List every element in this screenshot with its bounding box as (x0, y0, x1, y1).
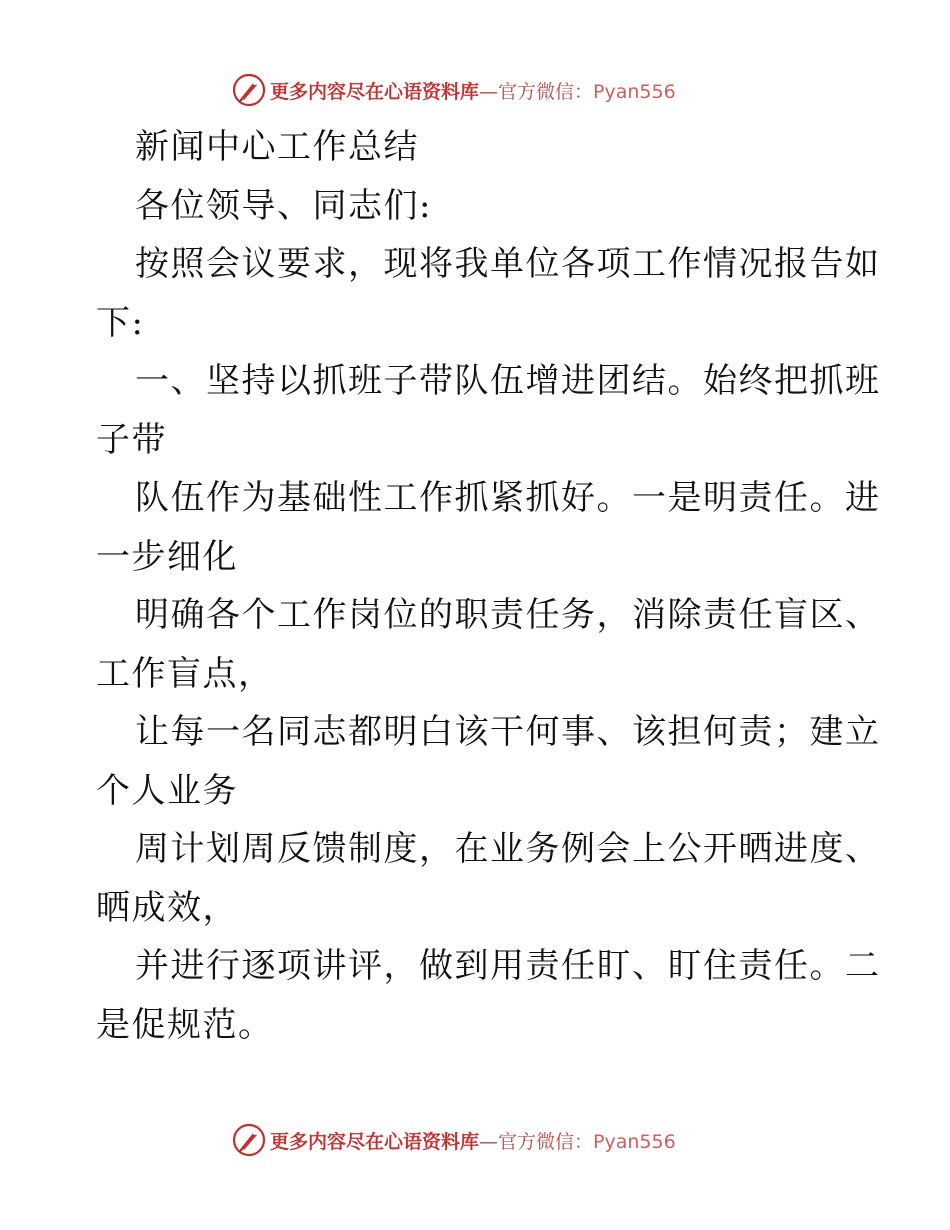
watermark-wechat-id: Pyan556 (593, 80, 676, 103)
watermark-text (270, 77, 676, 104)
footer-watermark (232, 1122, 712, 1158)
watermark-suffix: 官方微信： (498, 1130, 594, 1153)
document-body (96, 118, 881, 1054)
text-line: 子带 (96, 419, 167, 460)
document-title: 新闻中心工作总结 (135, 127, 419, 167)
text-line: 并进行逐项讲评，做到用责任盯、盯住责任。二 (135, 946, 881, 986)
watermark-wechat-id: Pyan556 (593, 1130, 676, 1153)
text-line: 按照会议要求，现将我单位各项工作情况报告如 (135, 244, 881, 284)
header-watermark (232, 72, 712, 108)
text-line: 一、坚持以抓班子带队伍增进团结。始终把抓班 (135, 361, 881, 401)
text-line: 明确各个工作岗位的职责任务，消除责任盲区、 (135, 595, 881, 635)
text-line: 队伍作为基础性工作抓紧抓好。一是明责任。进 (135, 478, 881, 518)
text-line: 一步细化 (96, 536, 238, 577)
watermark-dash: — (479, 80, 499, 103)
text-line: 晒成效， (96, 887, 238, 928)
text-line: 周计划周反馈制度，在业务例会上公开晒进度、 (135, 829, 881, 869)
watermark-suffix: 官方微信： (498, 80, 594, 103)
text-line: 下: (96, 302, 145, 343)
watermark-dash: — (479, 1130, 499, 1153)
text-line: 是促规范。 (96, 1004, 274, 1045)
watermark-brand: 更多内容尽在心语资料库 (270, 80, 480, 103)
watermark-brand: 更多内容尽在心语资料库 (270, 1130, 480, 1153)
quill-pen-logo-icon (232, 1123, 266, 1157)
text-line: 让每一名同志都明白该干何事、该担何责；建立 (135, 712, 881, 752)
text-line: 工作盲点， (96, 653, 274, 694)
text-line: 各位领导、同志们: (135, 185, 432, 226)
watermark-text (270, 1127, 676, 1154)
text-line: 个人业务 (96, 770, 238, 811)
quill-pen-logo-icon (232, 73, 266, 107)
